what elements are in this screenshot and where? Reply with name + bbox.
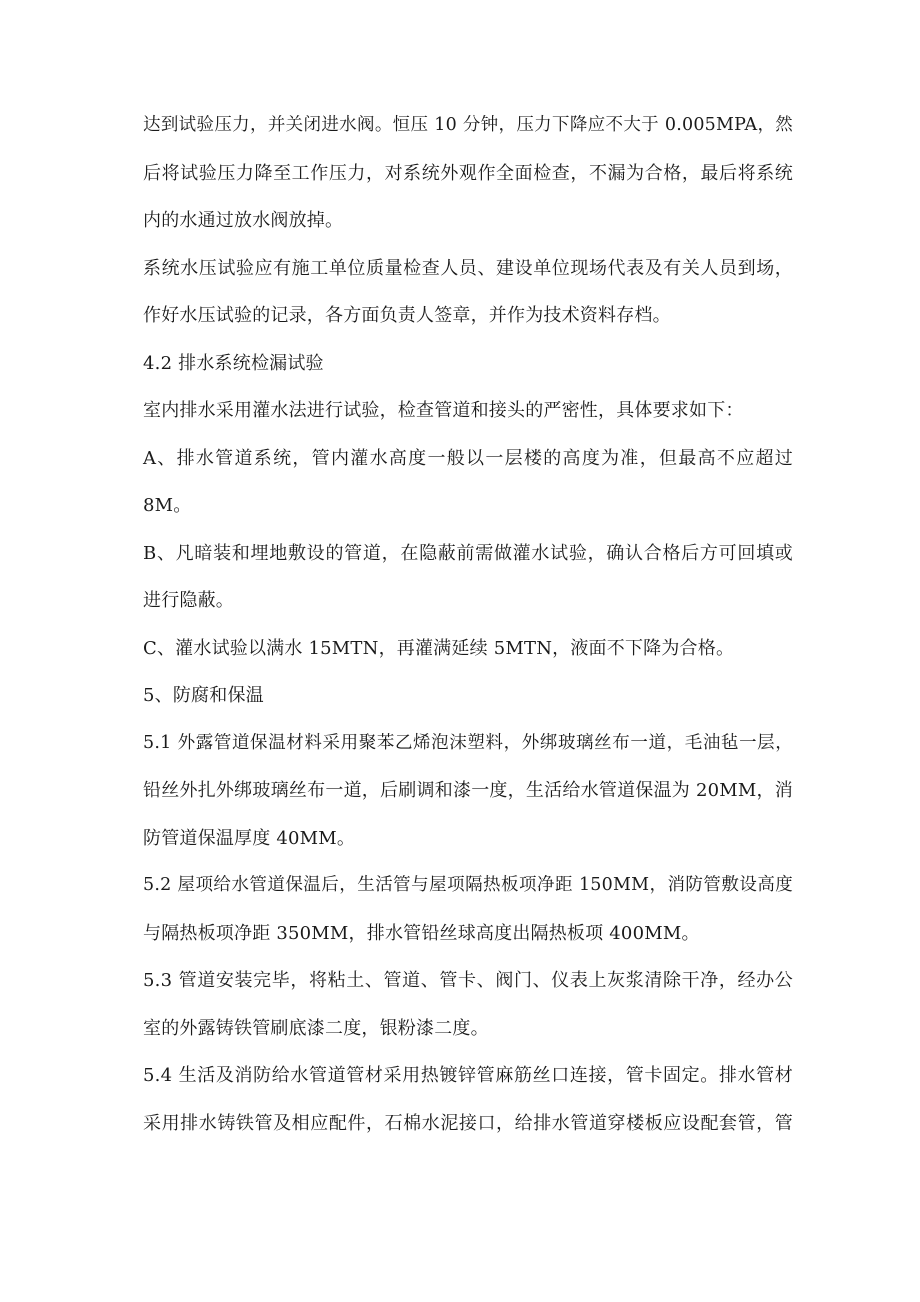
text-line: 采用排水铸铁管及相应配件，石棉水泥接口，给排水管道穿楼板应设配套管，管	[143, 1112, 793, 1134]
text-line: 系统水压试验应有施工单位质量检查人员、建设单位现场代表及有关人员到场，	[143, 257, 793, 279]
text-line: 5.3 管道安装完毕，将粘土、管道、管卡、阀门、仪表上灰浆清除干净，经办公	[143, 970, 793, 991]
document-body	[143, 102, 793, 1147]
section-heading: 5、防腐和保温	[143, 685, 264, 706]
text-line: 5.1 外露管道保温材料采用聚苯乙烯泡沫塑料，外绑玻璃丝布一道，毛油毡一层，	[143, 732, 793, 753]
text-line: 5.2 屋项给水管道保温后，生活管与屋项隔热板项净距 150MM，消防管敷设高度	[143, 875, 793, 895]
text-line: B、凡暗装和埋地敷设的管道，在隐蔽前需做灌水试验，确认合格后方可回填或	[143, 542, 793, 564]
text-line: 室内排水采用灌水法进行试验，检查管道和接头的严密性，具体要求如下：	[143, 400, 744, 421]
text-line: 室的外露铸铁管刷底漆二度，银粉漆二度。	[143, 1017, 489, 1039]
text-line: 进行隐蔽。	[143, 590, 234, 611]
text-line: 5.4 生活及消防给水管道管材采用热镀锌管麻筋丝口连接，管卡固定。排水管材	[143, 1065, 793, 1086]
text-line: A、排水管道系统，管内灌水高度一般以一层楼的高度为准，但最高不应超过	[143, 447, 793, 469]
text-line: 8M。	[143, 495, 192, 516]
text-line: 作好水压试验的记录，各方面负责人签章，并作为技术资料存档。	[143, 305, 671, 326]
text-line: 内的水通过放水阀放掉。	[143, 210, 344, 231]
text-line: 铅丝外扎外绑玻璃丝布一道，后刷调和漆一度，生活给水管道保温为 20MM，消	[143, 780, 793, 801]
text-line: 与隔热板项净距 350MM，排水管铅丝球高度出隔热板项 400MM。	[143, 922, 700, 944]
text-line: C、灌水试验以满水 15MTN，再灌满延续 5MTN，液面不下降为合格。	[143, 637, 735, 659]
text-line: 达到试验压力，并关闭进水阀。恒压 10 分钟，压力下降应不大于 0.005MPA，然	[143, 115, 793, 135]
text-line: 防管道保温厚度 40MM。	[143, 827, 356, 849]
section-heading: 4.2 排水系统检漏试验	[143, 352, 324, 374]
text-line: 后将试验压力降至工作压力，对系统外观作全面检查，不漏为合格，最后将系统	[143, 162, 793, 184]
